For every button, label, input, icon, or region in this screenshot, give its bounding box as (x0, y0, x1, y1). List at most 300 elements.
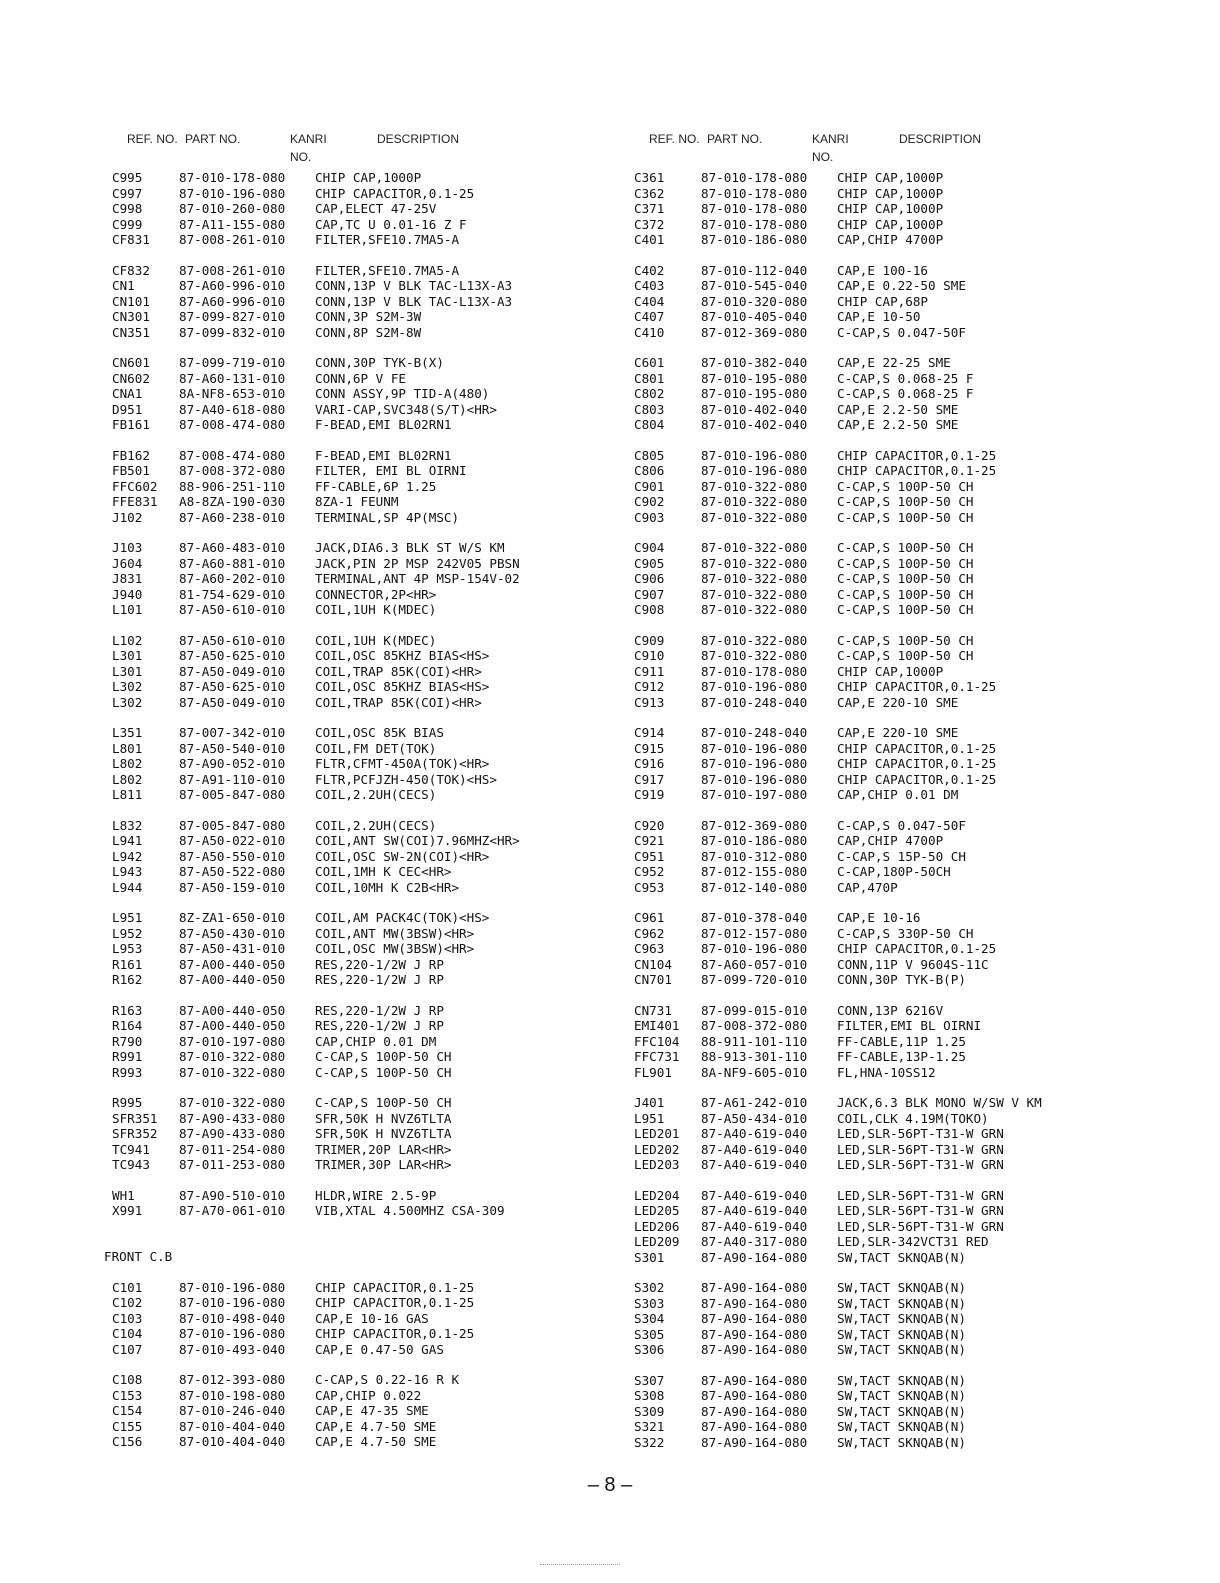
ref-no-cell: D951 (112, 401, 143, 417)
part-row (626, 186, 1186, 202)
part-row (104, 1295, 664, 1311)
kanri-no-header: NO. (812, 150, 834, 164)
description-cell: TERMINAL,SP 4P(MSC) (315, 509, 460, 525)
part-no-cell: 87-010-195-080 (701, 370, 808, 386)
description-cell: CONN,13P 6216V (837, 1002, 944, 1018)
ref-no-cell: LED204 (634, 1187, 680, 1203)
parts-group (626, 1280, 1186, 1358)
part-no-cell: 87-099-720-010 (701, 972, 808, 987)
part-no-cell: 87-010-312-080 (701, 848, 808, 864)
description-cell: SW,TACT SKNQAB(N) (837, 1295, 966, 1311)
left-parts-list (104, 170, 664, 1234)
description-cell: CAP,CHIP 0.022 (315, 1387, 422, 1403)
ref-no-cell: C153 (112, 1387, 143, 1403)
ref-no-cell: CN602 (112, 370, 150, 386)
ref-no-cell: C913 (634, 694, 665, 710)
part-no-cell: 87-010-248-040 (701, 694, 808, 710)
ref-no-cell: L301 (112, 663, 143, 679)
part-row (104, 1311, 664, 1327)
part-no-cell: 87-010-322-080 (701, 586, 808, 602)
part-no-cell: 87-010-322-080 (701, 571, 808, 586)
part-row (626, 1342, 1186, 1358)
ref-no-cell: C155 (112, 1418, 143, 1434)
ref-no-cell: S321 (634, 1419, 665, 1434)
description-cell: C-CAP,S 100P-50 CH (837, 602, 974, 617)
part-row (104, 1419, 664, 1435)
ref-no-cell: FL901 (634, 1064, 672, 1080)
ref-no-cell: C601 (634, 355, 665, 370)
front-parts-list (104, 1280, 664, 1450)
ref-no-cell: L301 (112, 648, 143, 663)
description-cell: C-CAP,S 100P-50 CH (837, 555, 974, 571)
ref-no-cell: C407 (634, 309, 665, 324)
part-no-cell: 87-010-196-080 (179, 1295, 286, 1310)
part-no-cell: 87-010-405-040 (701, 309, 808, 324)
description-cell: FF-CABLE,11P 1.25 (837, 1033, 966, 1049)
description-cell: CONN,30P TYK-B(X) (315, 355, 444, 370)
description-cell: CAP,470P (837, 879, 898, 895)
part-no-cell: 87-010-248-040 (701, 725, 808, 740)
part-no-cell: 87-010-322-080 (179, 1095, 286, 1110)
ref-no-cell: S303 (634, 1295, 665, 1311)
part-row (104, 556, 664, 572)
description-cell: CONN,6P V FE (315, 370, 406, 386)
part-no-cell: 87-010-196-080 (179, 1279, 286, 1295)
part-row (104, 1111, 664, 1127)
part-row (626, 386, 1186, 402)
kanri-header: KANRI (290, 132, 327, 146)
ref-no-cell: C410 (634, 324, 665, 340)
part-row (104, 463, 664, 479)
part-row (104, 571, 664, 587)
ref-no-cell: C102 (112, 1295, 143, 1310)
description-cell: CHIP CAP,68P (837, 293, 928, 309)
description-cell: COIL,FM DET(TOK) (315, 740, 437, 756)
part-no-cell: 87-010-322-080 (701, 555, 808, 571)
parts-group (626, 633, 1186, 711)
ref-no-cell: CN301 (112, 309, 150, 324)
ref-no-cell: FFE831 (112, 494, 158, 509)
parts-group (104, 540, 664, 618)
ref-no-cell: SFR351 (112, 1110, 158, 1126)
part-no-cell: 87-A60-881-010 (179, 555, 286, 571)
description-cell: CAP,E 0.22-50 SME (837, 278, 966, 293)
description-cell: CAP,CHIP 0.01 DM (837, 787, 959, 802)
ref-no-cell: R991 (112, 1049, 143, 1064)
part-no-cell: 87-A60-238-010 (179, 509, 286, 525)
ref-no-cell: C108 (112, 1372, 143, 1387)
part-row (104, 1065, 664, 1081)
part-no-cell: 87-A50-610-010 (179, 602, 286, 617)
ref-no-cell: L942 (112, 848, 143, 864)
description-cell: C-CAP,S 100P-50 CH (315, 1049, 452, 1064)
description-cell: CONN,11P V 9604S-11C (837, 956, 989, 972)
part-row (104, 448, 664, 464)
part-no-cell: 87-010-246-040 (179, 1403, 286, 1418)
part-no-cell: 87-010-196-080 (701, 679, 808, 694)
part-row (104, 1280, 664, 1296)
part-row (626, 170, 1186, 186)
part-no-cell: 87-010-493-040 (179, 1341, 286, 1357)
description-cell: TRIMER,30P LAR<HR> (315, 1157, 452, 1172)
ref-no-cell: X991 (112, 1203, 143, 1218)
part-no-cell: 87-A40-619-040 (701, 1187, 808, 1203)
part-row (104, 926, 664, 942)
part-no-cell: 87-A50-550-010 (179, 848, 286, 864)
description-cell: FILTER,SFE10.7MA5-A (315, 232, 460, 247)
ref-no-cell: CN601 (112, 355, 150, 370)
part-no-cell: 87-010-178-080 (701, 663, 808, 679)
part-no-cell: 87-A00-440-050 (179, 1002, 286, 1018)
ref-no-cell: CF832 (112, 262, 150, 278)
part-no-cell: 87-010-320-080 (701, 293, 808, 309)
part-no-cell: 87-A90-164-080 (701, 1388, 808, 1403)
part-row (104, 217, 664, 233)
part-row (626, 1157, 1186, 1173)
part-row (626, 325, 1186, 341)
part-no-cell: 87-010-322-080 (701, 494, 808, 509)
part-no-cell: 87-A40-619-040 (701, 1203, 808, 1218)
ref-no-cell: C995 (112, 170, 143, 185)
ref-no-cell: C906 (634, 571, 665, 586)
part-no-cell: 87-008-261-010 (179, 262, 286, 278)
column-header (104, 130, 664, 170)
part-no-cell: 87-010-322-080 (701, 478, 808, 494)
part-row (626, 849, 1186, 865)
part-row (104, 695, 664, 711)
part-no-cell: 87-012-157-080 (701, 925, 808, 941)
description-cell: LED,SLR-56PT-T31-W GRN (837, 1218, 1004, 1234)
ref-no-cell: LED203 (634, 1157, 680, 1172)
part-no-cell: 87-008-372-080 (701, 1018, 808, 1033)
ref-no-cell: C107 (112, 1341, 143, 1357)
description-cell: JACK,6.3 BLK MONO W/SW V KM (837, 1095, 1042, 1110)
ref-no-cell: TC943 (112, 1157, 150, 1172)
description-cell: FF-CABLE,13P-1.25 (837, 1049, 966, 1064)
description-cell: CONN,8P S2M-8W (315, 324, 422, 340)
part-row (626, 602, 1186, 618)
ref-no-cell: C997 (112, 185, 143, 201)
description-cell: CONN,30P TYK-B(P) (837, 972, 966, 987)
part-no-cell: 87-A90-164-080 (701, 1311, 808, 1326)
part-no-cell: 87-A40-317-080 (701, 1234, 808, 1249)
part-no-cell: 87-A00-440-050 (179, 1018, 286, 1033)
part-no-cell: 87-A50-540-010 (179, 740, 286, 756)
part-no-cell: 87-012-140-080 (701, 879, 808, 895)
ref-no-cell: L302 (112, 694, 143, 710)
description-cell: LED,SLR-56PT-T31-W GRN (837, 1187, 1004, 1203)
parts-group (104, 725, 664, 803)
part-row (104, 818, 664, 834)
description-cell: C-CAP,S 100P-50 CH (315, 1064, 452, 1080)
description-cell: CAP,E 10-50 (837, 309, 921, 324)
description-cell: CAP,E 220-10 SME (837, 725, 959, 740)
parts-group (104, 1188, 664, 1235)
parts-group (104, 448, 664, 526)
part-row (626, 972, 1186, 988)
part-row (626, 494, 1186, 510)
part-row (104, 1157, 664, 1173)
part-row (626, 463, 1186, 479)
description-cell: COIL,OSC SW-2N(COI)<HR> (315, 848, 490, 864)
parts-group (104, 263, 664, 341)
ref-no-cell: S305 (634, 1326, 665, 1342)
ref-no-cell: S308 (634, 1388, 665, 1403)
description-cell: COIL,OSC 85KHZ BIAS<HS> (315, 648, 490, 663)
part-no-cell: 81-754-629-010 (179, 586, 286, 602)
ref-no-cell: C803 (634, 401, 665, 417)
description-cell: C-CAP,S 15P-50 CH (837, 848, 966, 864)
description-cell: VIB,XTAL 4.500MHZ CSA-309 (315, 1203, 505, 1218)
ref-no-cell: SFR352 (112, 1126, 158, 1141)
description-cell: FLTR,PCFJZH-450(TOK)<HS> (315, 771, 497, 787)
description-cell: CAP,E 2.2-50 SME (837, 401, 959, 417)
ref-no-cell: C916 (634, 756, 665, 771)
part-row (104, 402, 664, 418)
ref-no-cell: C915 (634, 740, 665, 756)
description-cell: COIL,TRAP 85K(COI)<HR> (315, 694, 482, 710)
ref-no-cell: C919 (634, 787, 665, 802)
ref-no-cell: C911 (634, 663, 665, 679)
part-row (104, 386, 664, 402)
ref-no-cell: C401 (634, 232, 665, 247)
description-cell: CHIP CAP,1000P (837, 663, 944, 679)
description-cell: CHIP CAPACITOR,0.1-25 (837, 679, 997, 694)
description-cell: C-CAP,S 100P-50 CH (837, 571, 974, 586)
part-row (626, 1203, 1186, 1219)
parts-group (626, 725, 1186, 803)
description-cell: CHIP CAPACITOR,0.1-25 (315, 185, 475, 201)
part-no-cell: 87-010-322-080 (701, 509, 808, 525)
description-cell: FLTR,CFMT-450A(TOK)<HR> (315, 756, 490, 771)
description-cell: COIL,1UH K(MDEC) (315, 602, 437, 617)
part-row (104, 1034, 664, 1050)
part-row (626, 510, 1186, 526)
part-no-cell: 87-A91-110-010 (179, 771, 286, 787)
description-cell: CHIP CAPACITOR,0.1-25 (315, 1326, 475, 1341)
part-row (626, 556, 1186, 572)
part-no-cell: 87-099-827-010 (179, 309, 286, 324)
ref-no-cell: FB161 (112, 417, 150, 432)
description-cell: COIL,AM PACK4C(TOK)<HS> (315, 910, 490, 925)
part-row (626, 1049, 1186, 1065)
ref-no-cell: C806 (634, 463, 665, 478)
part-row (626, 864, 1186, 880)
ref-no-cell: C907 (634, 586, 665, 602)
ref-no-cell: C905 (634, 555, 665, 571)
part-row (626, 633, 1186, 649)
ref-no-cell: CN1 (112, 278, 135, 293)
part-no-cell: 87-010-322-080 (701, 632, 808, 648)
description-cell: CAP,E 10-16 (837, 910, 921, 925)
ref-no-cell: R993 (112, 1064, 143, 1080)
description-cell: C-CAP,S 0.047-50F (837, 324, 966, 340)
right-parts-list (626, 170, 1186, 1450)
description-cell: CAP,E 47-35 SME (315, 1403, 429, 1418)
part-row (104, 587, 664, 603)
ref-no-cell: L811 (112, 787, 143, 802)
part-row (104, 1372, 664, 1388)
part-no-header: PART NO. (707, 132, 763, 146)
description-cell: CAP,E 22-25 SME (837, 355, 951, 370)
part-row (626, 201, 1186, 217)
description-cell: C-CAP,S 100P-50 CH (837, 494, 974, 509)
part-row (626, 540, 1186, 556)
parts-group (104, 1003, 664, 1081)
part-no-cell: 87-A50-431-010 (179, 941, 286, 956)
part-no-cell: 87-A50-022-010 (179, 833, 286, 848)
description-cell: CAP,E 2.2-50 SME (837, 417, 959, 432)
part-row (626, 1404, 1186, 1420)
part-row (626, 772, 1186, 788)
ref-no-cell: L302 (112, 679, 143, 694)
ref-no-cell: R995 (112, 1095, 143, 1110)
part-no-cell: 87-010-196-080 (701, 740, 808, 756)
part-row (104, 1403, 664, 1419)
description-cell: CHIP CAPACITOR,0.1-25 (837, 740, 997, 756)
part-row (626, 1234, 1186, 1250)
part-no-cell: 8A-NF9-605-010 (701, 1064, 808, 1080)
part-no-cell: 87-A50-434-010 (701, 1110, 808, 1126)
part-row (104, 540, 664, 556)
ref-no-cell: C371 (634, 201, 665, 216)
ref-no-cell: C998 (112, 201, 143, 216)
part-no-cell: 87-A60-057-010 (701, 956, 808, 972)
ref-no-cell: LED209 (634, 1234, 680, 1249)
part-no-cell: 87-007-342-010 (179, 725, 286, 740)
part-row (626, 695, 1186, 711)
part-row (626, 448, 1186, 464)
part-no-cell: 87-099-719-010 (179, 355, 286, 370)
ref-no-cell: L951 (112, 910, 143, 925)
part-row (104, 910, 664, 926)
part-no-cell: 87-010-404-040 (179, 1418, 286, 1434)
part-row (104, 1434, 664, 1450)
part-row (104, 494, 664, 510)
ref-no-cell: CN701 (634, 972, 672, 987)
part-row (104, 772, 664, 788)
part-no-cell: 87-A60-131-010 (179, 370, 286, 386)
part-no-cell: 87-A90-510-010 (179, 1187, 286, 1203)
description-cell: C-CAP,S 100P-50 CH (315, 1095, 452, 1110)
part-no-cell: 87-012-393-080 (179, 1372, 286, 1387)
part-row (104, 633, 664, 649)
part-no-cell: 87-010-545-040 (701, 278, 808, 293)
description-cell: F-BEAD,EMI BL02RN1 (315, 417, 452, 432)
description-cell: CAP,CHIP 4700P (837, 833, 944, 848)
ref-no-cell: C962 (634, 925, 665, 941)
ref-no-cell: C917 (634, 771, 665, 787)
part-row (626, 1034, 1186, 1050)
part-row (104, 849, 664, 865)
description-cell: CHIP CAPACITOR,0.1-25 (837, 941, 997, 956)
part-row (104, 371, 664, 387)
part-row (626, 756, 1186, 772)
description-cell: C-CAP,S 100P-50 CH (837, 586, 974, 602)
description-cell: VARI-CAP,SVC348(S/T)<HR> (315, 401, 497, 417)
part-row (104, 1095, 664, 1111)
part-no-cell: 87-A50-430-010 (179, 925, 286, 941)
description-cell: RES,220-1/2W J RP (315, 1002, 444, 1018)
ref-no-cell: L941 (112, 833, 143, 848)
part-no-cell: 87-010-260-080 (179, 201, 286, 216)
ref-no-cell: J940 (112, 586, 143, 602)
section-title: FRONT C.B (104, 1249, 173, 1264)
part-no-cell: 87-010-322-080 (701, 602, 808, 617)
parts-group (626, 1188, 1186, 1266)
part-no-cell: 87-008-372-080 (179, 463, 286, 478)
part-no-cell: 87-A90-164-080 (701, 1372, 808, 1388)
ref-no-cell: C156 (112, 1434, 143, 1449)
description-cell: FILTER, EMI BL OIRNI (315, 463, 467, 478)
ref-no-cell: C901 (634, 478, 665, 494)
description-cell: COIL,2.2UH(CECS) (315, 787, 437, 802)
ref-no-cell: R163 (112, 1002, 143, 1018)
ref-no-cell: L101 (112, 602, 143, 617)
ref-no-header: REF. NO. (127, 132, 178, 146)
part-no-cell: 87-012-369-080 (701, 324, 808, 340)
parts-group (626, 1003, 1186, 1081)
scan-edge-mark (540, 1564, 620, 1566)
part-row (104, 1003, 664, 1019)
ref-no-cell: C904 (634, 540, 665, 555)
ref-no-cell: L802 (112, 756, 143, 771)
description-cell: COIL,OSC MW(3BSW)<HR> (315, 941, 475, 956)
part-row (104, 1342, 664, 1358)
part-row (626, 818, 1186, 834)
ref-no-cell: L351 (112, 725, 143, 740)
part-no-cell: 87-A60-483-010 (179, 540, 286, 555)
part-row (626, 278, 1186, 294)
part-row (626, 741, 1186, 757)
description-cell: LED,SLR-342VCT31 RED (837, 1234, 989, 1249)
part-no-cell: 87-A50-159-010 (179, 879, 286, 895)
part-row (104, 1049, 664, 1065)
part-row (626, 1388, 1186, 1404)
part-row (626, 1095, 1186, 1111)
part-no-cell: 88-913-301-110 (701, 1049, 808, 1064)
ref-no-cell: TC941 (112, 1141, 150, 1157)
description-cell: CHIP CAPACITOR,0.1-25 (837, 756, 997, 771)
part-no-cell: 87-A70-061-010 (179, 1203, 286, 1218)
ref-no-cell: C361 (634, 170, 665, 185)
part-row (626, 957, 1186, 973)
description-cell: COIL,ANT SW(COI)7.96MHZ<HR> (315, 833, 520, 848)
description-cell: C-CAP,S 100P-50 CH (837, 540, 974, 555)
part-row (104, 186, 664, 202)
part-no-cell: 87-A90-164-080 (701, 1280, 808, 1295)
part-no-cell: 87-A50-522-080 (179, 864, 286, 879)
part-no-cell: 87-010-322-080 (701, 648, 808, 663)
ref-no-cell: S302 (634, 1280, 665, 1295)
description-cell: COIL,TRAP 85K(COI)<HR> (315, 663, 482, 679)
part-row (104, 1388, 664, 1404)
part-row (104, 833, 664, 849)
part-row (104, 1142, 664, 1158)
page-number: – 8 – (587, 1474, 633, 1496)
ref-no-cell: C103 (112, 1310, 143, 1326)
part-row (104, 355, 664, 371)
part-no-cell: 87-A40-619-040 (701, 1218, 808, 1234)
description-cell: C-CAP,S 100P-50 CH (837, 509, 974, 525)
part-no-cell: 87-A40-618-080 (179, 401, 286, 417)
part-no-cell: 87-A90-164-080 (701, 1342, 808, 1357)
ref-no-cell: FFC602 (112, 478, 158, 494)
part-no-cell: 87-010-404-040 (179, 1434, 286, 1449)
ref-no-cell: C921 (634, 833, 665, 848)
part-no-cell: 87-010-196-080 (701, 447, 808, 463)
parts-group (626, 170, 1186, 248)
